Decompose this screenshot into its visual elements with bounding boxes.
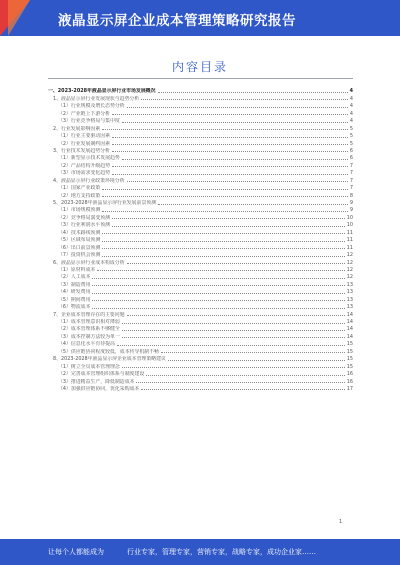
footer-tagline: 让每个人都能成为 [48, 548, 104, 556]
toc-entry-text: 一、2023-2028年液晶显示屏行业市场发展概况 [48, 88, 156, 95]
toc-entry-page: 9 [349, 207, 353, 214]
toc-entry-page: 13 [346, 296, 353, 303]
toc-entry-page: 6 [349, 155, 353, 162]
toc-divider [48, 78, 353, 79]
toc-leader-dots [136, 382, 344, 383]
toc-entry[interactable] [48, 161, 353, 168]
toc-entry-text: （1）行业主要驱动因素 [58, 133, 111, 140]
toc-entry-text: （1）行业规模及增长态势分析 [58, 103, 125, 110]
toc-entry-page: 5 [349, 125, 353, 132]
toc-entry[interactable] [48, 243, 353, 250]
toc-entry-text: （1）市场规模预测 [58, 207, 101, 214]
toc-entry-text: （5）期间费用 [58, 296, 91, 303]
toc-entry-page: 10 [346, 222, 353, 229]
toc-entry-page: 15 [346, 348, 353, 355]
toc-leader-dots [102, 256, 345, 257]
toc-entry-text: （2）行业发展制约因素 [58, 140, 111, 147]
toc-entry[interactable] [48, 191, 353, 198]
toc-entry-text: （3）制造费用 [58, 281, 91, 288]
toc-entry-text: （6）出口前景预测 [58, 244, 101, 251]
toc-entry[interactable] [48, 94, 353, 101]
toc-leader-dots [92, 308, 344, 309]
toc-entry-text: （4）信息化水平有待提高 [58, 341, 115, 348]
toc-entry-page: 13 [346, 304, 353, 311]
toc-entry[interactable] [48, 370, 353, 377]
toc-entry-page: 17 [346, 385, 353, 392]
toc-leader-dots [102, 129, 348, 130]
toc-entry-page: 7 [349, 185, 353, 192]
toc-entry-text: （3）行业竞争格局与集中度 [58, 118, 120, 125]
toc-entry[interactable] [48, 132, 353, 139]
toc-leader-dots [112, 226, 345, 227]
toc-entry-page: 7 [349, 170, 353, 177]
toc-entry-text: （4）加强供应链协同，优化采购成本 [58, 385, 140, 392]
toc-entry-page: 16 [346, 378, 353, 385]
toc-entry-page: 14 [346, 319, 353, 325]
toc-entry-text: （1）成本管理意识相对薄弱 [58, 319, 120, 325]
toc-entry[interactable] [48, 303, 353, 310]
toc-entry-text: 7、企业成本管理存在的主要问题 [53, 311, 125, 318]
toc-entry-page: 11 [346, 229, 353, 236]
toc-entry-page: 14 [346, 311, 353, 318]
footer-roles: 行业专家，管理专家，营销专家，战略专家，成功企业家…… [127, 548, 316, 556]
toc-entry-text: （4）技术路线预测 [58, 229, 101, 236]
toc-entry-text: （5）供应链协同程度较低，成本传导机制不畅 [58, 348, 159, 355]
toc-leader-dots [112, 114, 348, 115]
toc-entry-page: 4 [349, 95, 353, 102]
toc-leader-dots [102, 241, 345, 242]
toc-entry[interactable] [48, 147, 353, 154]
toc-leader-dots [127, 107, 348, 108]
toc-leader-dots [141, 99, 348, 100]
toc-leader-dots [112, 218, 345, 219]
toc-entry-text: 5、2023-2028年液晶显示屏行业发展前景预测 [53, 200, 157, 206]
toc-leader-dots [122, 337, 345, 338]
toc-leader-dots [92, 285, 344, 286]
toc-entry[interactable] [48, 362, 353, 369]
toc-entry-text: 2、行业发展影响因素 [53, 125, 101, 132]
toc-leader-dots [168, 360, 345, 361]
toc-leader-dots [146, 375, 345, 376]
toc-entry-page: 4 [349, 88, 353, 95]
toc-entry-page: 12 [346, 266, 353, 273]
toc-leader-dots [122, 367, 345, 368]
toc-entry-text: （1）原材料成本 [58, 266, 96, 273]
toc-leader-dots [158, 92, 348, 93]
toc-leader-dots [92, 278, 344, 279]
toc-leader-dots [102, 189, 348, 190]
toc-entry[interactable] [48, 385, 353, 392]
toc-entry-text: （4）研发费用 [58, 289, 91, 296]
toc-entry-text: （2）地方支持政策 [58, 192, 101, 199]
table-of-contents [48, 87, 353, 392]
toc-entry[interactable] [48, 251, 353, 258]
toc-entry[interactable] [48, 318, 353, 325]
toc-entry[interactable] [48, 280, 353, 287]
toc-leader-dots [112, 166, 348, 167]
toc-entry[interactable] [48, 87, 353, 94]
toc-leader-dots [112, 144, 348, 145]
toc-entry-page: 7 [349, 162, 353, 169]
toc-entry[interactable] [48, 199, 353, 206]
toc-title: 内容目录 [171, 60, 228, 74]
toc-entry-page: 12 [346, 274, 353, 281]
toc-entry-page: 11 [346, 237, 353, 244]
toc-entry[interactable] [48, 325, 353, 332]
toc-entry-text: 1、液晶显示屏行业发展现状与趋势分析 [53, 95, 140, 102]
toc-entry[interactable] [48, 347, 353, 354]
toc-entry-page: 11 [346, 244, 353, 251]
toc-entry[interactable] [48, 273, 353, 280]
toc-leader-dots [92, 293, 344, 294]
toc-entry[interactable] [48, 295, 353, 302]
toc-leader-dots [92, 300, 344, 301]
toc-entry-text: （1）树立全员成本管理理念 [58, 363, 120, 370]
toc-entry[interactable] [48, 206, 353, 213]
toc-leader-dots [122, 323, 345, 324]
toc-entry-page: 4 [349, 110, 353, 117]
toc-entry[interactable] [48, 288, 353, 295]
toc-entry-text: 3、行业技术发展趋势分析 [53, 147, 110, 154]
toc-entry-page: 15 [346, 356, 353, 363]
toc-entry-page: 4 [349, 103, 353, 110]
toc-entry-page: 12 [346, 259, 353, 266]
toc-entry-text: （1）新型显示技术发展趋势 [58, 155, 120, 162]
toc-leader-dots [122, 159, 348, 160]
toc-entry-page: 9 [349, 200, 353, 206]
toc-leader-dots [127, 315, 345, 316]
toc-entry[interactable] [48, 228, 353, 235]
toc-entry-text: （2）人工成本 [58, 274, 91, 281]
toc-leader-dots [102, 196, 348, 197]
toc-leader-dots [122, 330, 345, 331]
toc-entry[interactable] [48, 102, 353, 109]
toc-entry-text: （3）行业利润水平预测 [58, 222, 111, 229]
toc-leader-dots [102, 211, 348, 212]
toc-leader-dots [112, 174, 348, 175]
toc-entry-page: 12 [346, 252, 353, 259]
toc-entry-text: （2）完善成本管理组织体系与制度建设 [58, 371, 145, 378]
toc-leader-dots [158, 204, 348, 205]
toc-entry[interactable] [48, 213, 353, 220]
toc-entry[interactable] [48, 266, 353, 273]
toc-leader-dots [102, 233, 345, 234]
toc-entry-text: 6、液晶显示屏行业成本构成分析 [53, 259, 125, 266]
toc-entry[interactable] [48, 355, 353, 362]
toc-entry-page: 16 [346, 371, 353, 378]
toc-entry[interactable] [48, 377, 353, 384]
toc-entry[interactable] [48, 139, 353, 146]
report-footer [0, 539, 400, 565]
toc-leader-dots [161, 352, 345, 353]
toc-entry-text: （3）成本控制方法较为单一 [58, 333, 120, 340]
toc-entry-page: 5 [349, 140, 353, 147]
toc-entry-page: 14 [346, 333, 353, 340]
toc-entry-text: （7）投资机会预测 [58, 252, 101, 259]
toc-entry[interactable] [48, 236, 353, 243]
toc-entry-text: （2）竞争格局演变预测 [58, 214, 111, 221]
toc-entry-text: （2）成本管理体系不够健全 [58, 326, 120, 333]
toc-entry-text: （2）产品结构升级趋势 [58, 162, 111, 169]
toc-entry-page: 14 [346, 326, 353, 333]
page-number: 1 [339, 519, 343, 525]
toc-leader-dots [122, 122, 348, 123]
report-header [0, 0, 400, 36]
toc-entry[interactable] [48, 117, 353, 124]
toc-entry-page: 15 [346, 363, 353, 370]
toc-leader-dots [127, 181, 348, 182]
toc-leader-dots [141, 389, 344, 390]
toc-entry-text: （1）国家产业政策 [58, 185, 101, 192]
toc-entry[interactable] [48, 124, 353, 131]
toc-entry[interactable] [48, 310, 353, 317]
toc-entry-text: （5）区域布局预测 [58, 237, 101, 244]
toc-entry[interactable] [48, 184, 353, 191]
toc-entry-text: （2）产业链上下游分析 [58, 110, 111, 117]
toc-leader-dots [117, 345, 345, 346]
toc-leader-dots [112, 151, 348, 152]
toc-entry[interactable] [48, 340, 353, 347]
toc-leader-dots [127, 263, 345, 264]
toc-leader-dots [112, 137, 348, 138]
toc-entry-text: 8、2023-2028年液晶显示屏企业成本管理策略建议 [53, 356, 166, 363]
toc-entry-page: 7 [349, 177, 353, 184]
toc-entry-page: 15 [346, 341, 353, 348]
header-orange-accent [8, 0, 30, 36]
toc-entry-page: 4 [349, 118, 353, 125]
toc-entry[interactable] [48, 154, 353, 161]
toc-entry[interactable] [48, 176, 353, 183]
toc-entry-page: 8 [349, 192, 353, 199]
toc-entry-text: （3）推进精益生产，降低制造成本 [58, 378, 135, 385]
toc-entry[interactable] [48, 169, 353, 176]
toc-entry-page: 5 [349, 133, 353, 140]
toc-entry[interactable] [48, 109, 353, 116]
toc-entry[interactable] [48, 258, 353, 265]
toc-entry-page: 13 [346, 281, 353, 288]
toc-leader-dots [97, 270, 344, 271]
toc-entry-page: 10 [346, 214, 353, 221]
document-title: 液晶显示屏企业成本管理策略研究报告 [58, 13, 296, 29]
toc-leader-dots [102, 248, 345, 249]
toc-entry[interactable] [48, 221, 353, 228]
toc-entry-text: （3）市场需求变化趋势 [58, 170, 111, 177]
toc-entry-text: 4、液晶显示屏行业政策环境分析 [53, 177, 125, 184]
toc-entry-text: （6）物流成本 [58, 304, 91, 311]
toc-entry-page: 13 [346, 289, 353, 296]
toc-entry-page: 6 [349, 147, 353, 154]
toc-entry[interactable] [48, 332, 353, 339]
